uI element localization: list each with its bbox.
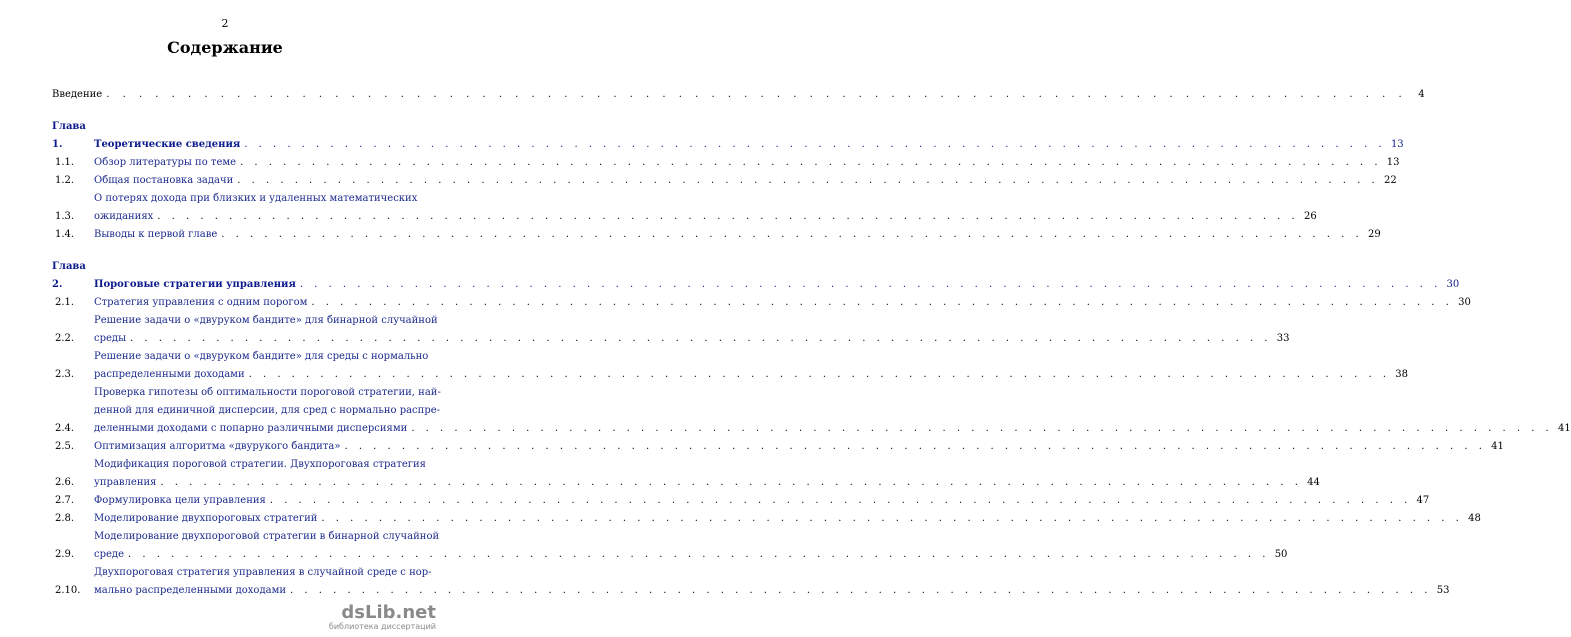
- toc-entry-number: 1.4.: [55, 229, 75, 240]
- toc-entry-title: Формулировка цели управления: [94, 495, 266, 506]
- toc-entry-title: Выводы к первой главе: [94, 229, 218, 240]
- dslib-logo: [328, 602, 436, 632]
- toc-entry-page: 26: [1303, 211, 1317, 222]
- dot-leader: . . . . . . . . . . . . . . . . . . . . . . . . . . . . . . . . . . . . . . . . . . . . . . . . . . . . . . . . . . . . . . . . . . . . . . . . . . . . . . . .: [237, 175, 1379, 186]
- toc-entry-title: Введение: [52, 89, 103, 100]
- toc-entry-page: 38: [1395, 369, 1409, 380]
- toc-entry-number: 1.3.: [55, 211, 75, 222]
- toc-entry-title: Моделирование двухпороговых стратегий: [94, 513, 318, 524]
- toc-entry-page: 30: [1446, 279, 1460, 290]
- toc-entry-number: 1.2.: [55, 175, 75, 186]
- toc-entry-page: 41: [1491, 441, 1504, 452]
- toc-entry-page: 50: [1274, 549, 1288, 560]
- toc-entry[interactable]: [52, 86, 1425, 104]
- toc-entry-title: Общая постановка задачи: [94, 175, 234, 186]
- toc-entry-title-line: Модификация пороговой стратегии. Двухпороговая стратегия: [94, 459, 426, 470]
- toc-entry-number: 2.1.: [55, 297, 75, 308]
- dot-leader: . . . . . . . . . . . . . . . . . . . . . . . . . . . . . . . . . . . . . . . . . . . . . . . . . . . . . . . . . . . . . . . . . . . . . . . . . . . . . . . .: [240, 157, 1382, 168]
- toc-entry[interactable]: [52, 438, 1504, 456]
- toc-entry[interactable]: [52, 226, 1381, 244]
- page-number: 2: [221, 17, 229, 30]
- toc-entry-title: Обзор литературы по теме: [94, 157, 237, 168]
- dot-leader: . . . . . . . . . . . . . . . . . . . . . . . . . . . . . . . . . . . . . . . . . . . . . . . . . . . . . . . . . . . . . . . . . . . . . . . . . . . . . . . .: [299, 279, 1442, 290]
- toc-entry-number: 2.6.: [55, 477, 75, 488]
- toc-entry-title: Пороговые стратегии управления: [94, 279, 296, 290]
- toc-entry[interactable]: [52, 384, 1571, 438]
- toc-entry-title: среды: [94, 333, 127, 344]
- toc-entry-title-line: денной для единичной дисперсии, для сред с нормально распре-: [94, 405, 441, 416]
- dot-leader: . . . . . . . . . . . . . . . . . . . . . . . . . . . . . . . . . . . . . . . . . . . . . . . . . . . . . . . . . . . . . . . . . . . . . . . . . . . . . . . .: [321, 513, 1463, 524]
- toc-entry-number: 2.2.: [55, 333, 75, 344]
- toc-entry[interactable]: [52, 258, 1460, 294]
- toc-entry[interactable]: [52, 190, 1317, 226]
- dot-leader: . . . . . . . . . . . . . . . . . . . . . . . . . . . . . . . . . . . . . . . . . . . . . . . . . . . . . . . . . . . . . . . . . . . . . . . . . . . . . . . .: [221, 229, 1363, 240]
- toc-entry-number: 2.7.: [55, 495, 75, 506]
- toc-entry-title-line: Решение задачи о «двуруком бандите» для среды с нормально: [94, 351, 429, 362]
- toc-entry[interactable]: [52, 348, 1409, 384]
- dot-leader: . . . . . . . . . . . . . . . . . . . . . . . . . . . . . . . . . . . . . . . . . . . . . . . . . . . . . . . . . . . . . . . . . . . . . . . . . . . . . . . .: [311, 297, 1453, 308]
- toc-entry[interactable]: [52, 456, 1320, 492]
- toc-entry-page: 41: [1558, 423, 1571, 434]
- toc-entry-page: 53: [1436, 585, 1450, 596]
- dot-leader: . . . . . . . . . . . . . . . . . . . . . . . . . . . . . . . . . . . . . . . . . . . . . . . . . . . . . . . . . . . . . . . . . . . . . . . . . . . . . . . .: [130, 333, 1272, 344]
- toc-entry-page: 47: [1416, 495, 1430, 506]
- toc-entry-title-line: Двухпороговая стратегия управления в случайной среде с нор-: [94, 567, 432, 578]
- toc-entry-title-line: Моделирование двухпороговой стратегии в бинарной случайной: [94, 531, 440, 542]
- toc-entry-page: 4: [1418, 89, 1425, 100]
- toc-entry-number: 2.4.: [55, 423, 75, 434]
- toc-entry-page: 29: [1367, 229, 1381, 240]
- toc-entry-page: 13: [1390, 139, 1404, 150]
- dot-leader: . . . . . . . . . . . . . . . . . . . . . . . . . . . . . . . . . . . . . . . . . . . . . . . . . . . . . . . . . . . . . . . . . . . . . . . . . . . . . . . .: [157, 211, 1299, 222]
- dot-leader: . . . . . . . . . . . . . . . . . . . . . . . . . . . . . . . . . . . . . . . . . . . . . . . . . . . . . . . . . . . . . . . . . . . . . . . . . . . . . . . .: [128, 549, 1270, 560]
- dot-leader: . . . . . . . . . . . . . . . . . . . . . . . . . . . . . . . . . . . . . . . . . . . . . . . . . . . . . . . . . . . . . . . . . . . . . . . . . . . . . . . .: [269, 495, 1412, 506]
- toc-entry-page: 13: [1386, 157, 1400, 168]
- toc-entry[interactable]: [52, 564, 1450, 600]
- toc-entry[interactable]: [52, 510, 1481, 528]
- toc-entry-page: 22: [1383, 175, 1397, 186]
- toc-entry-page: 30: [1458, 297, 1471, 308]
- toc-entry-page: 33: [1276, 333, 1290, 344]
- table-of-contents: [52, 86, 1571, 600]
- dot-leader: . . . . . . . . . . . . . . . . . . . . . . . . . . . . . . . . . . . . . . . . . . . . . . . . . . . . . . . . . . . . . . . . . . . . . . . . . . . . . . . .: [344, 441, 1486, 452]
- toc-entry-number: 2.5.: [55, 441, 75, 452]
- toc-entry-title-line: Решение задачи о «двуруком бандите» для бинарной случайной: [94, 315, 438, 326]
- toc-entry-title: мально распределенными доходами: [94, 585, 287, 596]
- toc-entry-number: 1.1.: [55, 157, 75, 168]
- dot-leader: . . . . . . . . . . . . . . . . . . . . . . . . . . . . . . . . . . . . . . . . . . . . . . . . . . . . . . . . . . . . . . . . . . . . . . . . . . . . . . . .: [106, 89, 1407, 100]
- toc-entry-number: 2.10.: [55, 585, 81, 596]
- toc-entry-number: 2.8.: [55, 513, 75, 524]
- page-title: Содержание: [167, 38, 283, 57]
- toc-entry-title-line: О потерях дохода при близких и удаленных математических: [94, 193, 418, 204]
- toc-entry-title: ожиданиях: [94, 211, 154, 222]
- toc-entry[interactable]: [52, 154, 1400, 172]
- logo-tagline: библиотека диссертаций: [328, 622, 436, 631]
- dot-leader: . . . . . . . . . . . . . . . . . . . . . . . . . . . . . . . . . . . . . . . . . . . . . . . . . . . . . . . . . . . . . . . . . . . . . . . . . . . . . . . .: [160, 477, 1302, 488]
- toc-entry[interactable]: [52, 118, 1404, 154]
- toc-entry[interactable]: [52, 492, 1430, 510]
- toc-entry-title: деленными доходами с попарно различными дисперсиями: [94, 423, 408, 434]
- toc-entry-page: 48: [1468, 513, 1481, 524]
- toc-entry-title: Теоретические сведения: [94, 139, 241, 150]
- toc-entry-title: управления: [94, 477, 157, 488]
- toc-entry-title: среде: [94, 549, 124, 560]
- toc-entry-title: Оптимизация алгоритма «двурукого бандита»: [94, 441, 341, 452]
- dot-leader: . . . . . . . . . . . . . . . . . . . . . . . . . . . . . . . . . . . . . . . . . . . . . . . . . . . . . . . . . . . . . . . . . . . . . . . . . . . . . . . .: [411, 423, 1553, 434]
- toc-entry[interactable]: [52, 528, 1288, 564]
- dot-leader: . . . . . . . . . . . . . . . . . . . . . . . . . . . . . . . . . . . . . . . . . . . . . . . . . . . . . . . . . . . . . . . . . . . . . . . . . . . . . . . .: [244, 139, 1386, 150]
- toc-entry-number: Глава 1.: [52, 121, 86, 150]
- dot-leader: . . . . . . . . . . . . . . . . . . . . . . . . . . . . . . . . . . . . . . . . . . . . . . . . . . . . . . . . . . . . . . . . . . . . . . . . . . . . . . . .: [290, 585, 1432, 596]
- toc-entry[interactable]: [52, 172, 1397, 190]
- toc-entry[interactable]: [52, 312, 1290, 348]
- toc-entry-title-line: Проверка гипотезы об оптимальности пороговой стратегии, най-: [94, 387, 441, 398]
- toc-entry-number: Глава 2.: [52, 261, 86, 290]
- toc-entry-title: распределенными доходами: [94, 369, 245, 380]
- toc-entry-number: 2.3.: [55, 369, 75, 380]
- toc-entry[interactable]: [52, 294, 1471, 312]
- toc-entry-title: Стратегия управления с одним порогом: [94, 297, 308, 308]
- toc-entry-page: 44: [1307, 477, 1320, 488]
- logo-text: dsLib.net: [341, 602, 436, 623]
- toc-entry-number: 2.9.: [55, 549, 75, 560]
- dot-leader: . . . . . . . . . . . . . . . . . . . . . . . . . . . . . . . . . . . . . . . . . . . . . . . . . . . . . . . . . . . . . . . . . . . . . . . . . . . . . . . .: [248, 369, 1391, 380]
